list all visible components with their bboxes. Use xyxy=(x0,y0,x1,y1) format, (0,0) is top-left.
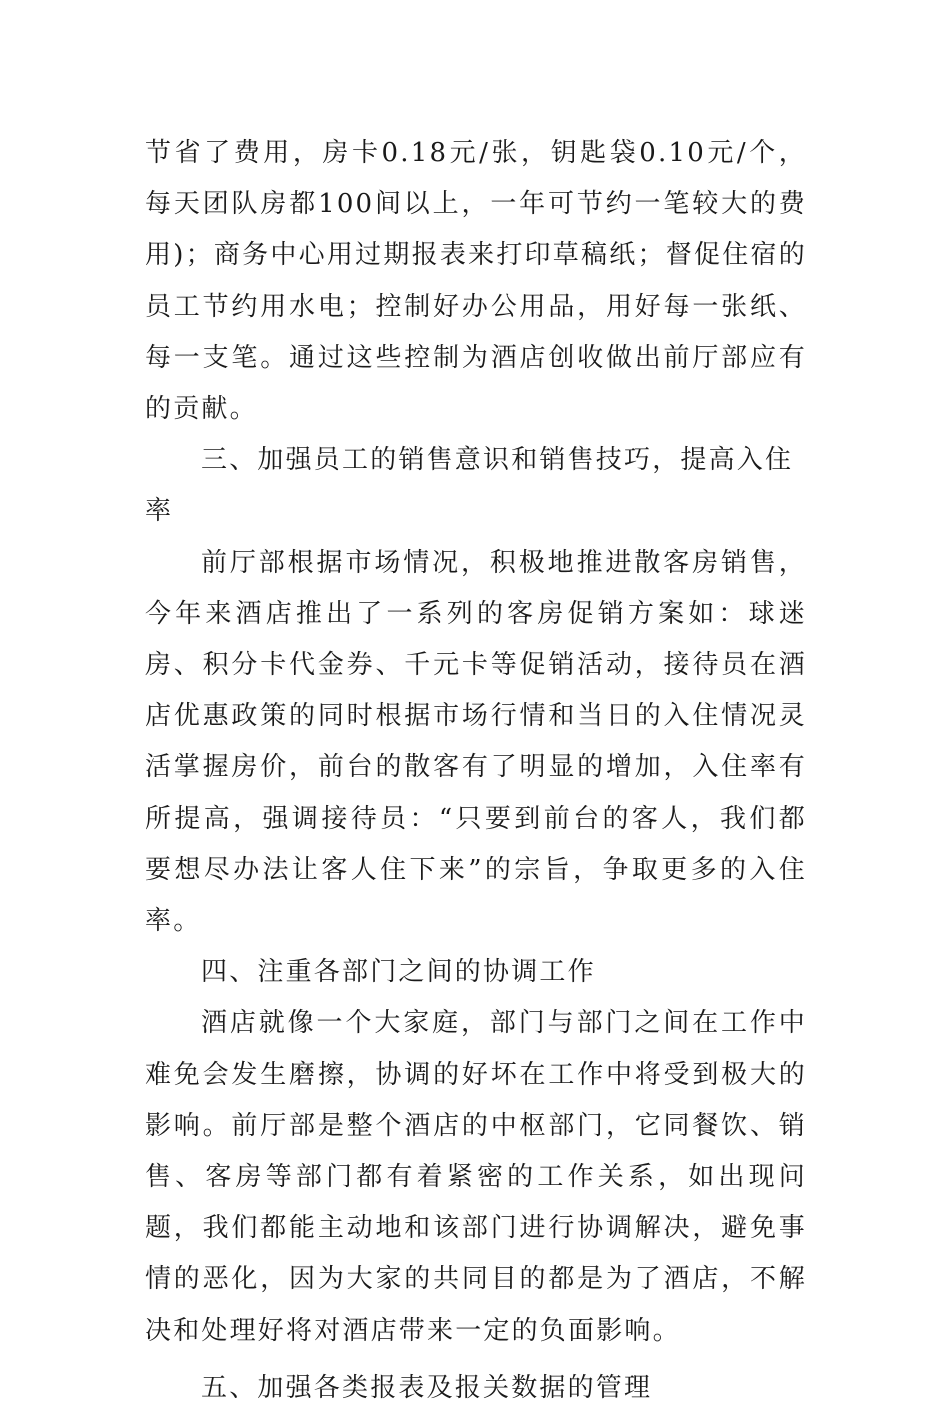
section-heading-reports: 五、加强各类报表及报关数据的管理 xyxy=(201,1372,653,1403)
paragraph-sales: 前厅部根据市场情况，积极地推进散客房销售，今年来酒店推出了一系列的客房促销方案如：球迷房、积分卡代金券、千元卡等促销活动，接待员在酒店优惠政策的同时根据市场行情和当日的入住情况灵活掌握房价，前台的散客有了明显的增加，入住率有所提高，强调接待员：“只要到前台的客人，我们都要想尽办法让客人住下来”的宗旨，争取更多的入住率。 xyxy=(145,547,807,937)
paragraph-cost-saving: 节省了费用，房卡0.18元/张，钥匙袋0.10元/个，每天团队房都100间以上，一年可节约一笔较大的费用)；商务中心用过期报表来打印草稿纸；督促住宿的员工节约用水电；控制好办公用品，用好每一张纸、每一支笔。通过这些控制为酒店创收做出前厅部应有的贡献。 xyxy=(145,138,807,425)
section-heading-sales: 三、加强员工的销售意识和销售技巧，提高入住率 xyxy=(145,445,794,527)
paragraph-coordination: 酒店就像一个大家庭，部门与部门之间在工作中难免会发生磨擦，协调的好坏在工作中将受到极大的影响。前厅部是整个酒店的中枢部门，它同餐饮、销售、客房等部门都有着紧密的工作关系，如出现问题，我们都能主动地和该部门进行协调解决，避免事情的恶化，因为大家的共同目的都是为了酒店，不解决和处理好将对酒店带来一定的负面影响。 xyxy=(145,1008,807,1346)
section-heading-coordination: 四、注重各部门之间的协调工作 xyxy=(201,957,596,988)
document-body xyxy=(145,128,807,1414)
